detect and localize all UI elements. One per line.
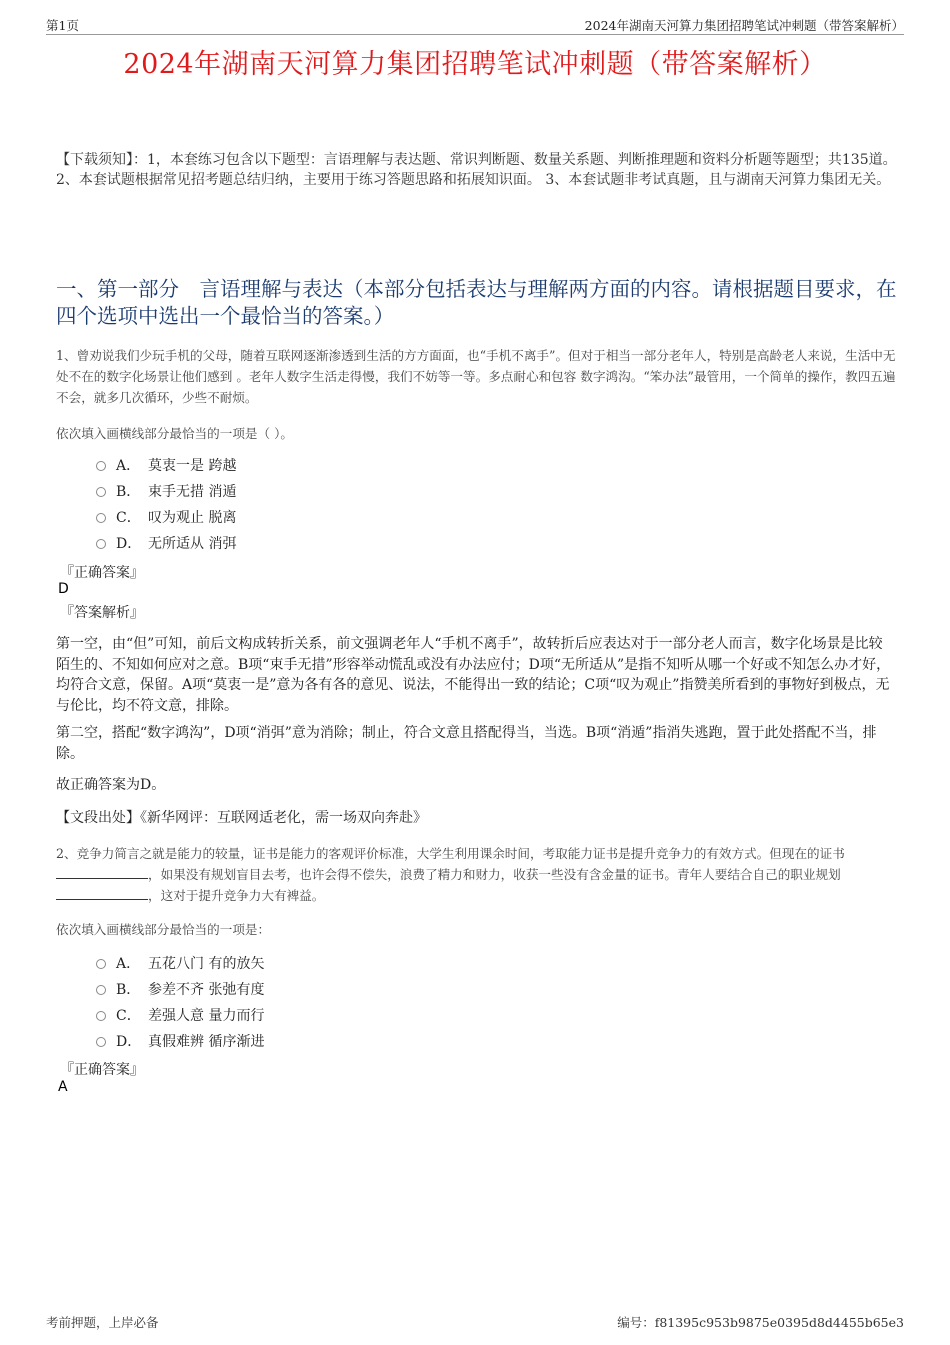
footer-slogan: 考前押题，上岸必备 [46, 1315, 159, 1330]
option-text: 差强人意 量力而行 [148, 1008, 265, 1024]
radio-icon[interactable] [96, 1037, 106, 1047]
analysis-conclusion: 故正确答案为D。 [56, 777, 166, 793]
page-header [46, 14, 904, 35]
radio-icon[interactable] [96, 513, 106, 523]
header-doc-title: 2024年湖南天河算力集团招聘笔试冲刺题（带答案解析） [584, 18, 904, 33]
analysis-paragraph-2: 第二空，搭配“数字鸿沟”，D项“消弭”意为消除；制止，符合文意且搭配得当，当选。B项“消遁”指消失逃跑，置于此处搭配不当，排除。 [56, 725, 877, 762]
question-1-prompt: 依次填入画横线部分最恰当的一项是（ ）。 [56, 426, 293, 441]
analysis-label: 『答案解析』 [60, 605, 144, 621]
option-d[interactable] [96, 530, 236, 556]
fill-blank [56, 887, 148, 900]
option-letter: B． [116, 484, 141, 500]
option-text: 无所适从 消弭 [148, 536, 237, 552]
question-2-text-part-1: 2、竞争力简言之就是能力的较量，证书是能力的客观评价标准，大学生利用课余时间，考取能力证书是提升竞争力的有效方式。但现在的证书 [56, 846, 845, 861]
radio-icon[interactable] [96, 985, 106, 995]
download-notice: 【下载须知】：1，本套练习包含以下题型：言语理解与表达题、常识判断题、数量关系题、判断推理题和资料分析题等题型；共135道。 2、本套试题根据常见招考题总结归纳，主要用于练习答题思路和拓展知识面。 3、本套试题非考试真题，且与湖南天河算力集团无关。 [56, 152, 897, 188]
radio-icon[interactable] [96, 487, 106, 497]
option-c[interactable] [96, 1002, 264, 1028]
answer-value: D [58, 581, 69, 597]
answer-label: 『正确答案』 [60, 565, 144, 581]
option-b[interactable] [96, 976, 264, 1002]
document-title: 2024年湖南天河算力集团招聘笔试冲刺题（带答案解析） [123, 49, 827, 80]
option-letter: A． [116, 956, 141, 972]
option-text: 莫衷一是 跨越 [148, 458, 237, 474]
footer-serial: 编号：f81395c953b9875e0395d8d4455b65e3 [617, 1315, 904, 1330]
radio-icon[interactable] [96, 1011, 106, 1021]
section-title: 一、第一部分 言语理解与表达（本部分包括表达与理解两方面的内容。请根据题目要求，在四个选项中选出一个最恰当的答案。） [56, 277, 897, 328]
question-2-options [96, 950, 264, 1054]
question-2-text [56, 843, 902, 906]
question-2-text-part-2: ，如果没有规划盲目去考，也许会得不偿失，浪费了精力和财力，收获一些没有含金量的证书。青年人要结合自己的职业规划 [148, 867, 841, 882]
question-2-text-part-3: ，这对于提升竞争力大有裨益。 [148, 888, 325, 903]
question-1-options [96, 452, 236, 556]
option-letter: C． [116, 1008, 141, 1024]
option-text: 参差不齐 张弛有度 [148, 982, 265, 998]
option-text: 叹为观止 脱离 [148, 510, 237, 526]
option-letter: A． [116, 458, 141, 474]
option-text: 五花八门 有的放矢 [148, 956, 265, 972]
radio-icon[interactable] [96, 539, 106, 549]
answer-label: 『正确答案』 [60, 1062, 144, 1078]
option-a[interactable] [96, 950, 264, 976]
option-c[interactable] [96, 504, 236, 530]
option-b[interactable] [96, 478, 236, 504]
option-text: 真假难辨 循序渐进 [148, 1034, 265, 1050]
page-number: 第1页 [46, 18, 79, 33]
option-a[interactable] [96, 452, 236, 478]
question-1-text: 1、曾劝说我们少玩手机的父母，随着互联网逐渐渗透到生活的方方面面，也“手机不离手”。但对于相当一部分老年人，特别是高龄老人来说，生活中无处不在的数字化场景让他们感到 。老年人数字生活走得慢，我们不妨等一等。多点耐心和包容 数字鸿沟。“笨办法”最管用，一个简单的操作，教四五遍不会，就多几次循环，少些不耐烦。 [56, 348, 896, 405]
radio-icon[interactable] [96, 461, 106, 471]
question-2-prompt: 依次填入画横线部分最恰当的一项是： [56, 922, 271, 937]
option-d[interactable] [96, 1028, 264, 1054]
fill-blank [56, 866, 148, 879]
option-letter: B． [116, 982, 141, 998]
option-letter: C． [116, 510, 141, 526]
radio-icon[interactable] [96, 959, 106, 969]
answer-value: A [58, 1079, 68, 1095]
source-citation: 【文段出处】《新华网评：互联网适老化，需一场双向奔赴》 [56, 810, 427, 826]
option-letter: D． [116, 536, 142, 552]
analysis-paragraph-1: 第一空，由“但”可知，前后文构成转折关系，前文强调老年人“手机不离手”，故转折后应表达对于一部分老人而言，数字化场景是比较陌生的、不知如何应对之意。B项“束手无措”形容举动慌乱或没有办法应付；D项“无所适从”是指不知听从哪一个好或不知怎么办才好，均符合文意，保留。A项“莫衷一是”意为各有各的意见、说法，不能得出一致的结论；C项“叹为观止”指赞美所看到的事物好到极点，无与伦比，均不符文意，排除。 [56, 636, 891, 714]
option-letter: D． [116, 1034, 142, 1050]
option-text: 束手无措 消遁 [148, 484, 237, 500]
